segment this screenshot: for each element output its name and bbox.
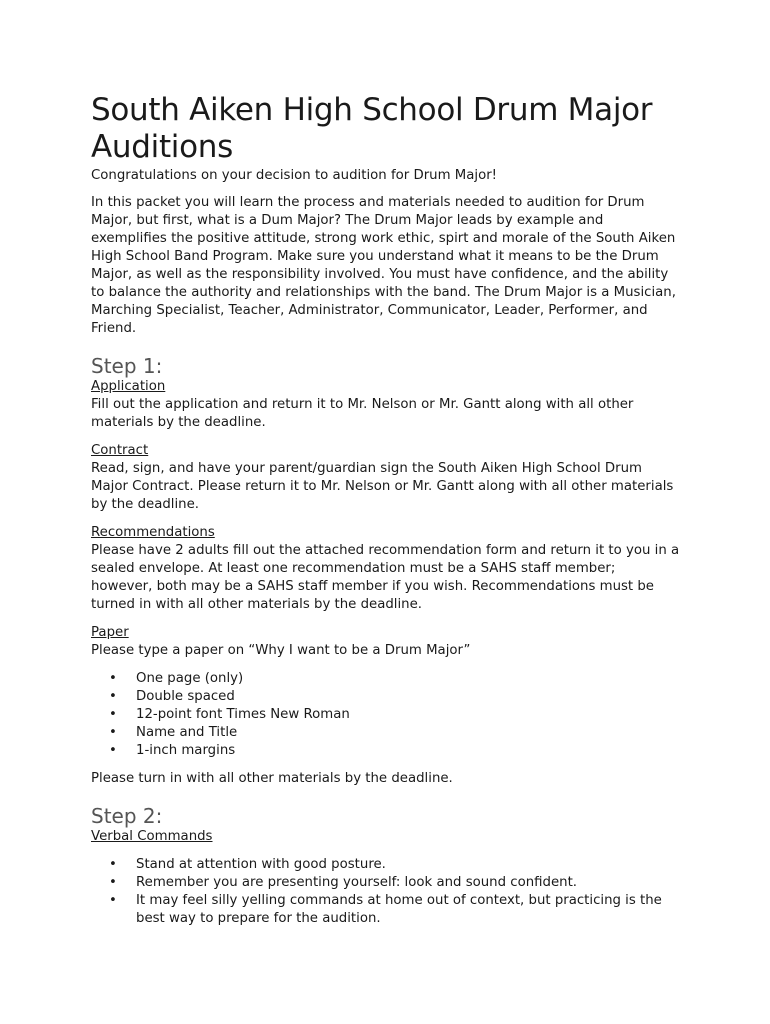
recommendations-text: Please have 2 adults fill out the attached recommendation form and return it to you in a sealed envelope. At least one recommendation must be a SAHS staff member; however, both may be a SAHS staff member if you wish. Recommendations must be turned in with all other materials by the deadline. [91,543,680,612]
list-item [109,856,680,874]
list-item [109,706,680,724]
verbal-commands-list [91,856,680,928]
bullet-icon: • [109,707,117,722]
paper-text: Please type a paper on “Why I want to be a Drum Major” [91,643,471,658]
bullet-icon: • [109,875,117,890]
list-item [109,874,680,892]
recommendations-heading: Recommendations [91,525,215,540]
list-item [109,742,680,760]
list-item-text: Name and Title [136,725,238,740]
bullet-icon: • [109,671,117,686]
list-item-text: One page (only) [136,671,244,686]
list-item-text: 1-inch margins [136,743,236,758]
list-item-text: Remember you are presenting yourself: look and sound confident. [136,875,578,890]
document-title: South Aiken High School Drum Major Auditions [91,92,653,165]
intro-paragraph: In this packet you will learn the process and materials needed to audition for Drum Major, but first, what is a Dum Major? The Drum Major leads by example and exemplifies the positive attitude, strong work ethic, spirt and morale of the South Aiken High School Band Program. Make sure you understand what it means to be the Drum Major, as well as the responsibility involved. You must have confidence, and the ability to balance the authority and relationships with the band. The Drum Major is a Musician, Marching Specialist, Teacher, Administrator, Communicator, Leader, Performer, and Friend. [91,195,676,336]
list-item [109,688,680,706]
bullet-icon: • [109,743,117,758]
paper-section [91,624,680,788]
recommendations-section [91,524,680,614]
verbal-commands-section [91,828,680,928]
paper-heading: Paper [91,625,129,640]
paper-deadline-note: Please turn in with all other materials by the deadline. [91,771,453,786]
list-item-text: Double spaced [136,689,235,704]
contract-text: Read, sign, and have your parent/guardian sign the South Aiken High School Drum Major Contract. Please return it to Mr. Nelson or Mr. Gantt along with all other materials by the deadline. [91,461,674,512]
congratulations-text: Congratulations on your decision to audition for Drum Major! [91,168,498,183]
verbal-commands-heading: Verbal Commands [91,829,213,844]
step-2-heading: Step 2: [91,804,163,828]
paper-requirements-list [91,670,680,760]
bullet-icon: • [109,689,117,704]
list-item [109,892,680,928]
list-item-text: 12-point font Times New Roman [136,707,350,722]
application-section [91,378,680,432]
contract-heading: Contract [91,443,149,458]
list-item [109,724,680,742]
bullet-icon: • [109,893,117,908]
step-1-heading: Step 1: [91,354,163,378]
contract-section [91,442,680,514]
list-item-text: It may feel silly yelling commands at home out of context, but practicing is the best way to prepare for the audition. [136,893,662,926]
application-text: Fill out the application and return it to Mr. Nelson or Mr. Gantt along with all other materials by the deadline. [91,397,634,430]
bullet-icon: • [109,725,117,740]
bullet-icon: • [109,857,117,872]
list-item-text: Stand at attention with good posture. [136,857,386,872]
application-heading: Application [91,379,166,394]
list-item [109,670,680,688]
